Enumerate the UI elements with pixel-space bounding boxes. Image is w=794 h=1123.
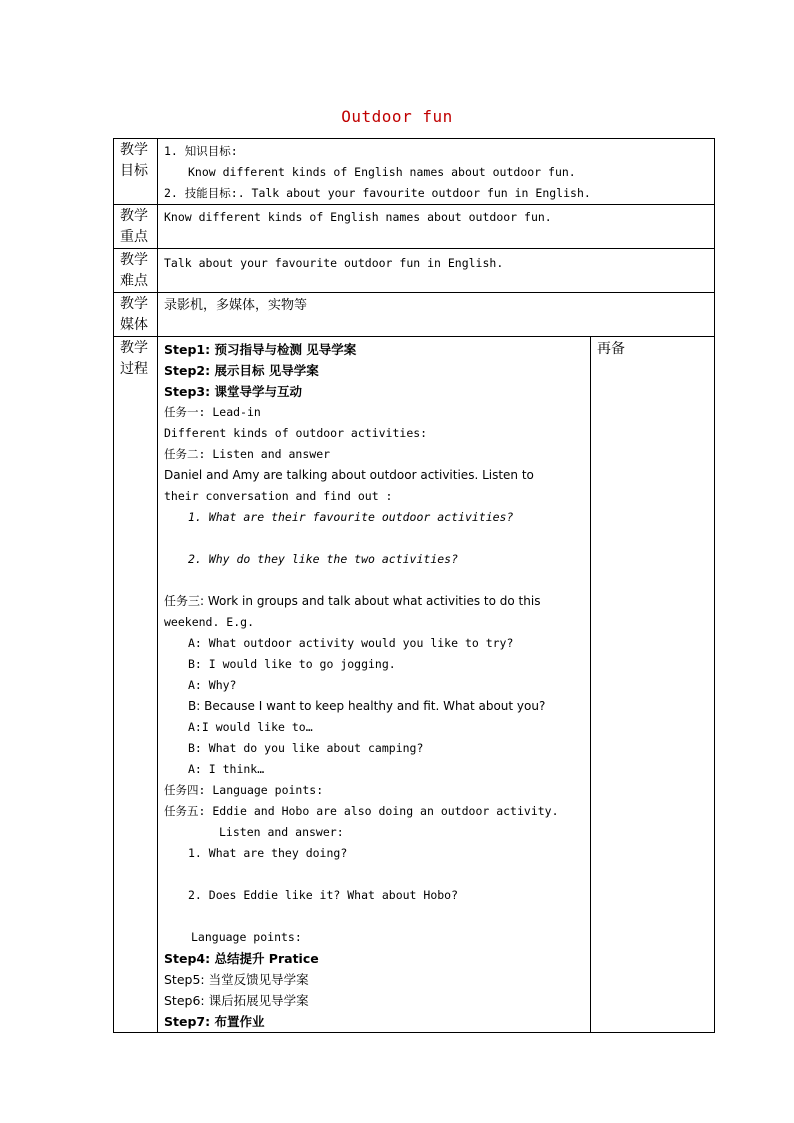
dialog-line-3: A: Why? xyxy=(188,678,237,692)
task-4: 任务四: Language points: xyxy=(164,783,324,797)
dialog-line-5: A:I would like to… xyxy=(188,720,313,734)
task-1-text: Different kinds of outdoor activities: xyxy=(164,426,428,440)
step-5: Step5: 当堂反馈见导学案 xyxy=(164,972,309,987)
step-4: Step4: 总结提升 Pratice xyxy=(164,951,319,966)
task-5-question-2: 2. Does Eddie like it? What about Hobo? xyxy=(188,888,459,902)
objectives-label: 教学目标 xyxy=(114,139,158,205)
difficulties-text: Talk about your favourite outdoor fun in English. xyxy=(164,256,504,270)
dialog-line-1: A: What outdoor activity would you like to try? xyxy=(188,636,514,650)
page-title: Outdoor fun xyxy=(341,107,453,126)
step-6: Step6: 课后拓展见导学案 xyxy=(164,993,309,1008)
dialog-line-6: B: What do you like about camping? xyxy=(188,741,424,755)
difficulties-row xyxy=(114,249,715,293)
task-2-text-1: Daniel and Amy are talking about outdoor activities. Listen to xyxy=(164,468,534,482)
process-row xyxy=(114,337,715,1033)
lesson-plan-table xyxy=(113,138,715,1033)
question-1: 1. What are their favourite outdoor activities? xyxy=(188,510,514,524)
objectives-line-3: 2. 技能目标:. Talk about your favourite outdoor fun in English. xyxy=(164,186,591,200)
media-row xyxy=(114,293,715,337)
language-points: Language points: xyxy=(191,930,302,944)
task-2-text-2: their conversation and find out : xyxy=(164,489,393,503)
task-3-eg: weekend. E.g. xyxy=(164,615,255,629)
task-2: 任务二: Listen and answer xyxy=(164,447,331,461)
dialog-line-4: B: Because I want to keep healthy and fit. What about you? xyxy=(188,699,546,713)
revision-note: 再备 xyxy=(591,337,715,1033)
step-7: Step7: 布置作业 xyxy=(164,1014,265,1029)
process-content xyxy=(158,337,591,1033)
key-points-row xyxy=(114,205,715,249)
step-2: Step2: 展示目标 见导学案 xyxy=(164,363,319,378)
process-label: 教学过程 xyxy=(114,337,158,1033)
question-2: 2. Why do they like the two activities? xyxy=(188,552,459,566)
objectives-line-1: 1. 知识目标: xyxy=(164,144,238,158)
media-text: 录影机，多媒体，实物等 xyxy=(164,298,308,313)
task-1: 任务一: Lead-in xyxy=(164,405,261,419)
objectives-line-2: Know different kinds of English names about outdoor fun. xyxy=(188,165,576,179)
step-1: Step1: 预习指导与检测 见导学案 xyxy=(164,342,357,357)
task-3: 任务三: Work in groups and talk about what activities to do this xyxy=(164,594,541,608)
objectives-content xyxy=(158,139,715,205)
task-5-question-1: 1. What are they doing? xyxy=(188,846,348,860)
dialog-line-2: B: I would like to go jogging. xyxy=(188,657,396,671)
key-points-text: Know different kinds of English names about outdoor fun. xyxy=(164,210,552,224)
media-label: 教学媒体 xyxy=(114,293,158,337)
objectives-row xyxy=(114,139,715,205)
step-3: Step3: 课堂导学与互动 xyxy=(164,384,302,399)
dialog-line-7: A: I think… xyxy=(188,762,265,776)
difficulties-label: 教学难点 xyxy=(114,249,158,293)
task-5: 任务五: Eddie and Hobo are also doing an outdoor activity. xyxy=(164,804,559,818)
key-points-label: 教学重点 xyxy=(114,205,158,249)
task-5-listen: Listen and answer: xyxy=(219,825,344,839)
